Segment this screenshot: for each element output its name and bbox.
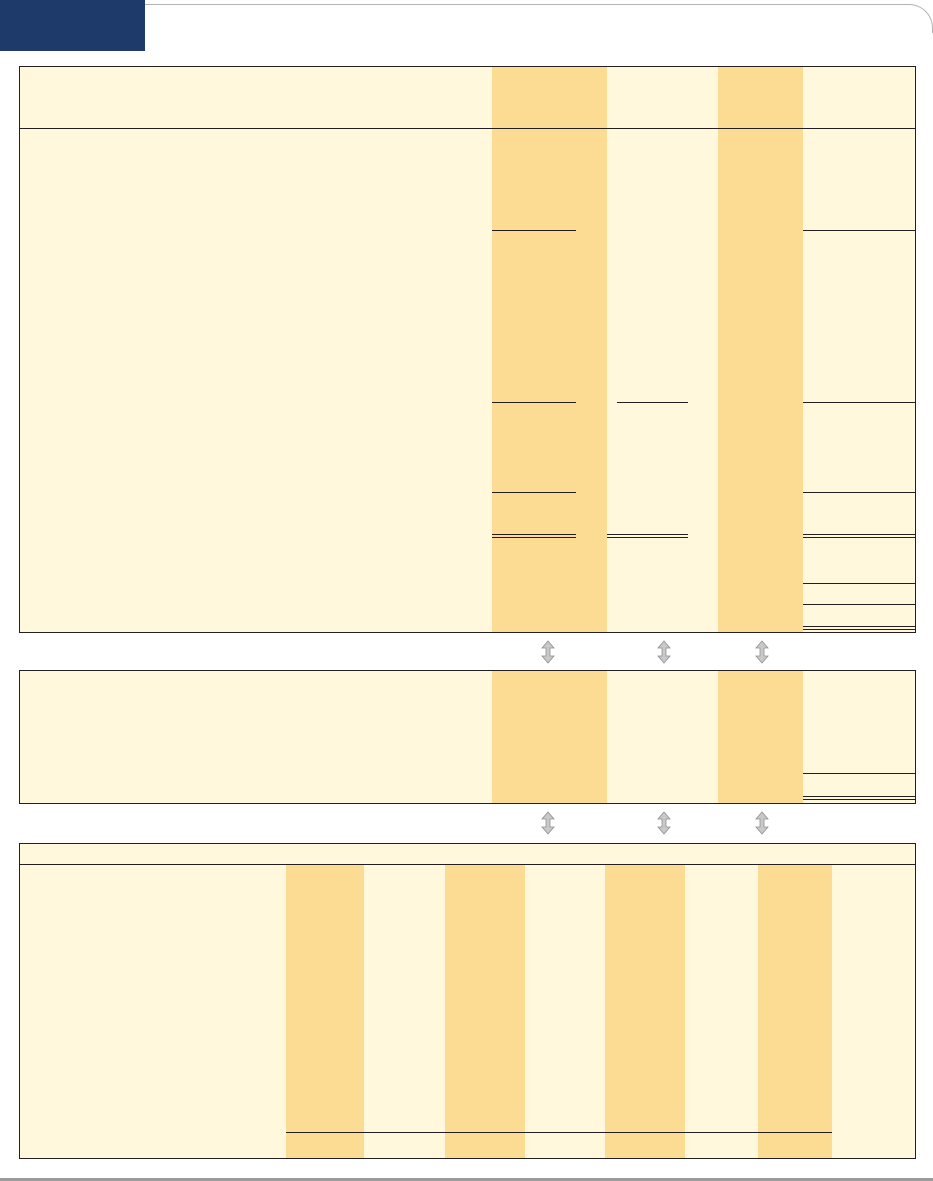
bs-row bbox=[20, 342, 915, 363]
rule-line bbox=[492, 492, 576, 493]
bs-row bbox=[20, 169, 915, 190]
balance-sheet-panel bbox=[19, 66, 916, 633]
earnings-row bbox=[20, 905, 915, 926]
earnings-row bbox=[20, 1008, 915, 1029]
bs-row bbox=[20, 452, 915, 473]
up-down-arrow-icon bbox=[657, 640, 671, 664]
bs-row bbox=[20, 431, 915, 452]
top-border bbox=[145, 4, 910, 5]
earnings-panel bbox=[19, 843, 916, 1159]
rule-line bbox=[803, 492, 915, 493]
earnings-title-rule bbox=[20, 864, 915, 865]
rule-line bbox=[492, 230, 576, 231]
rule-line bbox=[286, 1132, 832, 1133]
bs-row bbox=[20, 542, 915, 563]
rule-line bbox=[607, 534, 688, 538]
bs-row bbox=[20, 149, 915, 170]
rule-line bbox=[803, 626, 915, 630]
earnings-row bbox=[20, 1133, 915, 1154]
up-down-arrow-icon bbox=[755, 811, 769, 835]
na-row bbox=[20, 774, 915, 795]
rule-line bbox=[803, 773, 915, 774]
bs-row bbox=[20, 231, 915, 252]
bs-row bbox=[20, 259, 915, 280]
na-row bbox=[20, 752, 915, 773]
bs-row bbox=[20, 605, 915, 626]
earnings-row bbox=[20, 1028, 915, 1049]
na-row bbox=[20, 671, 915, 692]
rule-line bbox=[803, 230, 915, 231]
up-down-arrow-icon bbox=[541, 640, 555, 664]
na-row bbox=[20, 711, 915, 732]
net-assets-panel bbox=[19, 670, 916, 804]
rule-line bbox=[492, 402, 576, 403]
bs-row bbox=[20, 472, 915, 493]
earnings-row bbox=[20, 926, 915, 947]
up-down-arrow-icon bbox=[755, 640, 769, 664]
rule-line bbox=[803, 402, 915, 403]
earnings-row bbox=[20, 967, 915, 988]
na-row bbox=[20, 691, 915, 712]
bs-row bbox=[20, 280, 915, 301]
up-down-arrow-icon bbox=[657, 811, 671, 835]
rule-line bbox=[803, 583, 915, 584]
na-row bbox=[20, 732, 915, 753]
bs-row bbox=[20, 493, 915, 514]
rule-line bbox=[492, 534, 576, 538]
rule-line bbox=[803, 604, 915, 605]
up-down-arrow-icon bbox=[541, 811, 555, 835]
earnings-row bbox=[20, 987, 915, 1008]
earnings-row bbox=[20, 1070, 915, 1091]
rule-line bbox=[803, 796, 915, 800]
rule-line bbox=[617, 402, 688, 403]
bs-row bbox=[20, 383, 915, 404]
earnings-row bbox=[20, 1111, 915, 1132]
bs-row bbox=[20, 128, 915, 149]
bs-row bbox=[20, 321, 915, 342]
bs-row bbox=[20, 190, 915, 211]
bs-row bbox=[20, 362, 915, 383]
bs-row bbox=[20, 403, 915, 424]
bs-row bbox=[20, 583, 915, 604]
bs-row bbox=[20, 300, 915, 321]
earnings-header-row bbox=[20, 885, 915, 906]
earnings-row bbox=[20, 1049, 915, 1070]
exhibit-title bbox=[0, 0, 145, 51]
bs-row bbox=[20, 514, 915, 535]
rounded-corner bbox=[904, 4, 933, 33]
bs-row bbox=[20, 563, 915, 584]
rule-line bbox=[803, 534, 915, 538]
earnings-row bbox=[20, 946, 915, 967]
bs-row bbox=[20, 210, 915, 231]
earnings-row bbox=[20, 1090, 915, 1111]
